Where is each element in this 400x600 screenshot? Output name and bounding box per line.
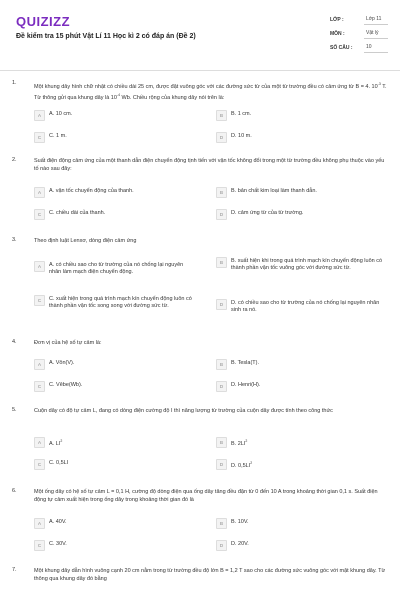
option-text: C. Vêbe(Wb). (49, 382, 83, 388)
option-a[interactable] (34, 359, 74, 370)
meta-class-label: LỚP : (330, 17, 344, 23)
option-letter-box: C (34, 132, 45, 143)
option-letter-box: D (216, 381, 227, 392)
meta-panel (330, 14, 390, 56)
option-letter-box: D (216, 132, 227, 143)
meta-class-value: Lớp 11 (364, 14, 388, 25)
option-c[interactable] (34, 540, 67, 551)
option-d[interactable]: D D. $0,5LI^2$ (216, 459, 252, 470)
option-letter-box: C (34, 209, 45, 220)
option-text: A. 10 cm. (49, 111, 73, 117)
option-letter-box: D (216, 209, 227, 220)
option-text: D. 10 m. (231, 133, 252, 139)
option-letter-box: A (34, 110, 45, 121)
option-text: D. Henri(H). (231, 382, 261, 388)
option-b[interactable]: B B. $2LI^2$ (216, 437, 247, 448)
meta-class-row (330, 14, 390, 28)
option-letter-box: B (216, 110, 227, 121)
option-letter-box: D (216, 540, 227, 551)
option-letter-box: C (34, 459, 45, 470)
option-letter-box: B (216, 359, 227, 370)
option-c[interactable] (34, 295, 194, 310)
question-text: Một khung dây hình chữ nhật có chiều dài 25 cm, được đặt vuông góc với các đường sức từ của một từ trường đều có cảm ứng từ B = 4. $10^{-3}$ T. Từ thông gửi qua khung dây là $10^{-4}$ Wb. Chiều rộng của khung dây nói trên là: (34, 82, 387, 101)
option-letter-box: B (216, 518, 227, 529)
question-number: 3. (12, 237, 17, 243)
option-text: B. 1 cm. (231, 111, 252, 117)
option-text: B. bản chất kim loại làm thanh dẫn. (231, 188, 317, 194)
question-number: 4. (12, 339, 17, 345)
option-d[interactable] (216, 132, 252, 143)
option-a[interactable] (34, 261, 194, 276)
option-text: C. 1 m. (49, 133, 67, 139)
option-b[interactable] (216, 187, 317, 198)
option-letter-box: A (34, 359, 45, 370)
option-letter-box: C (34, 381, 45, 392)
question-text: Một ống dây có hệ số tự cảm L = 0,1 H, cường độ dòng điện qua ống dây tăng đều đặn từ 0 đến 10 A trong khoảng thời gian 0,1 s. Suất điện động tự cảm xuất hiện trong ống dây trong khoảng thời gian đó là (34, 489, 378, 503)
option-a[interactable]: A A. $LI^2$ (34, 437, 62, 448)
option-b[interactable] (216, 110, 251, 121)
option-letter-box: C (34, 540, 45, 551)
option-letter-box: A (34, 187, 45, 198)
option-d[interactable] (216, 209, 303, 220)
option-d[interactable] (216, 381, 260, 392)
option-letter-box: D (216, 299, 227, 310)
option-text: A. có chiều sao cho từ trường của nó chống lại nguyên nhân làm mạch điện chuyển động. (49, 262, 184, 275)
option-letter-box: A (34, 437, 45, 448)
option-text: D. 0,5LI (231, 462, 251, 469)
question-text: Suất điện động cảm ứng của một thanh dẫn điện chuyển động tịnh tiến với vận tốc không đổi trong một từ trường đều không phụ thuộc vào yếu tố nào sau đây: (34, 158, 385, 172)
question-number: 2. (12, 157, 17, 163)
option-letter-box: B (216, 257, 227, 268)
question-text: Một khung dây dẫn hình vuông cạnh 20 cm nằm trong từ trường đều độ lớn B = 1,2 T sao cho các đường sức vuông góc với mặt khung dây. Từ thông qua khung dây đó bằng (34, 568, 386, 582)
option-text: B. xuất hiện khi trong quá trình mạch kín chuyển động luôn có thành phần vận tốc vuông góc với đường sức từ. (231, 258, 383, 271)
option-text: A. Vôn(V). (49, 360, 75, 366)
option-text: B. 2LI (231, 440, 246, 447)
option-text: A. LI (49, 440, 61, 447)
option-c[interactable] (34, 209, 105, 220)
meta-subject-row (330, 28, 390, 42)
option-letter-box: A (34, 518, 45, 529)
question-number: 6. (12, 488, 17, 494)
option-letter-box: B (216, 437, 227, 448)
option-d[interactable] (216, 540, 249, 551)
option-c[interactable] (34, 381, 82, 392)
option-d[interactable] (216, 299, 386, 314)
question-text: Cuộn dây có độ tự cảm L, đang có dòng điện cường độ I thì năng lượng từ trường của cuộn dây được tính theo công thức (34, 408, 333, 414)
question-number: 5. (12, 407, 17, 413)
option-text: B. Tesla(T). (231, 360, 260, 366)
question-text: Theo định luật Lenxơ, dòng điện cảm ứng (34, 238, 137, 244)
option-c[interactable] (34, 459, 68, 470)
question-number: 1. (12, 80, 17, 86)
page-title: Đề kiểm tra 15 phút Vật Lí 11 Học kì 2 có đáp án (Đề 2) (16, 33, 196, 40)
option-letter-box: C (34, 295, 45, 306)
header-divider (0, 70, 400, 71)
option-text: A. vận tốc chuyển động của thanh. (49, 188, 134, 194)
option-letter-box: B (216, 187, 227, 198)
option-b[interactable] (216, 257, 386, 272)
option-text: C. xuất hiện trong quá trình mạch kín chuyển động luôn có thành phần vận tốc song song với đường sức từ. (49, 296, 192, 309)
option-c[interactable] (34, 132, 67, 143)
meta-count-value: 10 (364, 42, 388, 53)
option-b[interactable] (216, 518, 249, 529)
option-text: C. chiều dài của thanh. (49, 210, 106, 216)
option-letter-box: D (216, 459, 227, 470)
option-text: B. 10V. (231, 519, 249, 525)
option-text: D. có chiều sao cho từ trường của nó chống lại nguyên nhân sinh ra nó. (231, 300, 380, 313)
option-text: D. cảm ứng từ của từ trường. (231, 210, 304, 216)
meta-subject-label: MÔN : (330, 31, 345, 37)
meta-count-label: SỐ CÂU : (330, 45, 353, 51)
option-text: C. 30V. (49, 541, 67, 547)
option-a[interactable] (34, 110, 72, 121)
option-text: A. 40V. (49, 519, 67, 525)
question-number: 7. (12, 567, 17, 573)
meta-subject-value: Vật lý (364, 28, 388, 39)
question-text: Đơn vị của hệ số tự cảm là: (34, 340, 102, 346)
option-a[interactable] (34, 518, 67, 529)
quizizz-logo: QUIZIZZ (16, 14, 71, 29)
option-b[interactable] (216, 359, 259, 370)
option-text: C. 0,5LI (49, 460, 69, 466)
meta-count-row (330, 42, 390, 56)
option-a[interactable] (34, 187, 134, 198)
option-letter-box: A (34, 261, 45, 272)
option-text: D. 20V. (231, 541, 249, 547)
